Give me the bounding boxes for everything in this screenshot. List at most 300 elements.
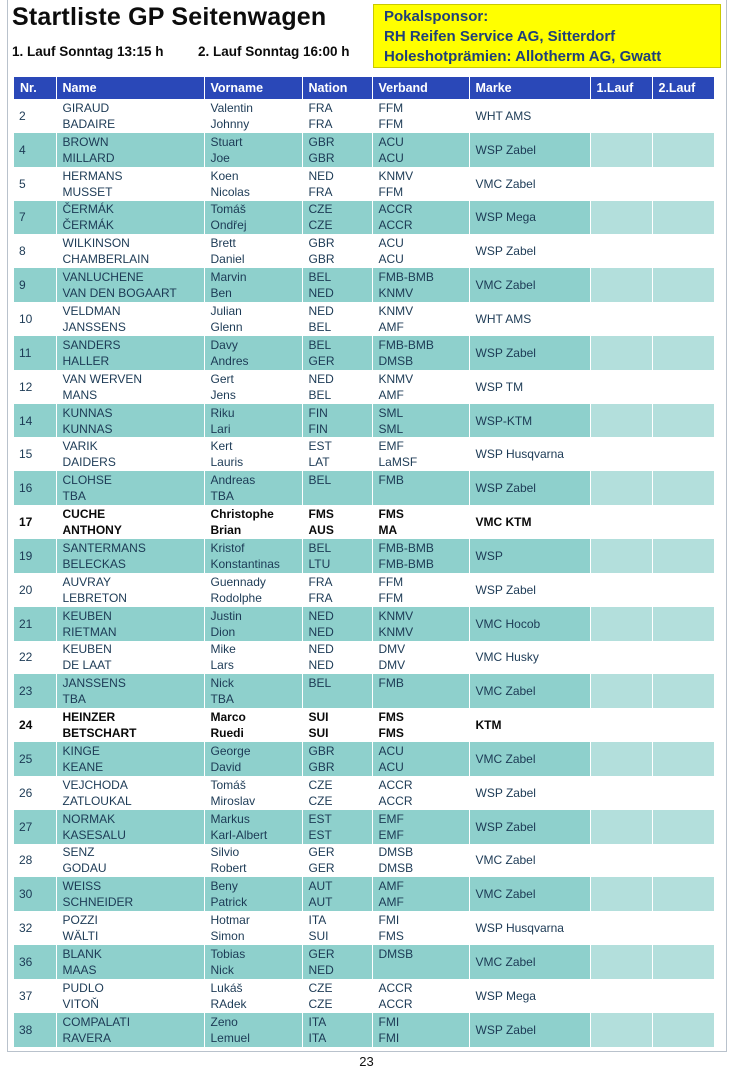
- nation-passenger: SUI: [308, 726, 329, 741]
- lauf1-result: [590, 573, 652, 607]
- verband-cell: [372, 573, 469, 607]
- marke: WHT AMS: [469, 99, 590, 133]
- verband-cell: [372, 167, 469, 201]
- nation-cell: [302, 370, 372, 404]
- verband-driver: ACU: [378, 236, 404, 251]
- verband-driver: FMS: [378, 507, 404, 522]
- lauf2-result: [652, 302, 714, 336]
- nation-driver: GBR: [308, 236, 335, 251]
- vorname-passenger: Patrick: [210, 895, 248, 910]
- verband-passenger: KNMV: [378, 624, 414, 639]
- marke: KTM: [469, 708, 590, 742]
- vorname-cell: [204, 234, 302, 268]
- lauf2-result: [652, 573, 714, 607]
- run2-time: 2. Lauf Sonntag 16:00 h: [198, 44, 350, 59]
- nation-driver: SUI: [308, 710, 329, 725]
- name-cell: [56, 234, 204, 268]
- marke: WSP Mega: [469, 979, 590, 1013]
- name-cell: [56, 1013, 204, 1047]
- name-passenger: HALLER: [62, 353, 110, 368]
- vorname-passenger: Miroslav: [210, 793, 256, 808]
- name-cell: [56, 810, 204, 844]
- nation-passenger: FIN: [308, 421, 328, 436]
- name-cell: [56, 674, 204, 708]
- verband-cell: [372, 302, 469, 336]
- nation-passenger: [309, 488, 366, 504]
- nation-passenger: BEL: [308, 387, 332, 402]
- nation-driver: GBR: [308, 134, 335, 149]
- marke: WSP Zabel: [469, 234, 590, 268]
- name-cell: [56, 607, 204, 641]
- verband-driver: DMSB: [378, 947, 414, 962]
- vorname-driver: Kert: [210, 439, 233, 454]
- vorname-driver: Julian: [210, 303, 242, 318]
- start-number: 12: [14, 370, 56, 404]
- verband-driver: DMV: [378, 642, 406, 657]
- marke: VMC KTM: [469, 505, 590, 539]
- start-number: 17: [14, 505, 56, 539]
- name-passenger: GODAU: [62, 861, 107, 876]
- table-row: [14, 945, 714, 979]
- lauf2-result: [652, 336, 714, 370]
- name-cell: [56, 336, 204, 370]
- nation-driver: GBR: [308, 743, 335, 758]
- vorname-driver: Koen: [210, 168, 239, 183]
- verband-cell: [372, 607, 469, 641]
- name-driver: KEUBEN: [62, 642, 112, 657]
- name-passenger: ČERMÁK: [62, 218, 114, 233]
- start-number: 22: [14, 641, 56, 675]
- name-cell: [56, 979, 204, 1013]
- start-number: 20: [14, 573, 56, 607]
- name-passenger: TBA: [62, 692, 86, 707]
- nation-passenger: CZE: [308, 793, 333, 808]
- table-row: [14, 844, 714, 878]
- vorname-passenger: TBA: [210, 489, 234, 504]
- table-header-row: [14, 77, 714, 99]
- start-number: 8: [14, 234, 56, 268]
- vorname-cell: [204, 302, 302, 336]
- start-number: 25: [14, 742, 56, 776]
- name-cell: [56, 573, 204, 607]
- vorname-passenger: Lari: [210, 421, 231, 436]
- vorname-cell: [204, 742, 302, 776]
- nation-driver: NED: [308, 608, 334, 623]
- name-driver: GIRAUD: [62, 100, 110, 115]
- nation-driver: EST: [308, 811, 332, 826]
- marke: VMC Zabel: [469, 742, 590, 776]
- verband-passenger: ACU: [378, 252, 404, 267]
- verband-cell: [372, 437, 469, 471]
- verband-driver: AMF: [378, 879, 404, 894]
- name-driver: VAN WERVEN: [62, 371, 143, 386]
- nation-cell: [302, 167, 372, 201]
- table-row: [14, 302, 714, 336]
- start-number: 4: [14, 133, 56, 167]
- verband-driver: SML: [378, 405, 404, 420]
- name-cell: [56, 945, 204, 979]
- verband-driver: FMB: [378, 473, 404, 488]
- verband-cell: [372, 404, 469, 438]
- nation-cell: [302, 776, 372, 810]
- vorname-passenger: Jens: [210, 387, 236, 402]
- vorname-driver: Stuart: [210, 134, 243, 149]
- nation-passenger: LAT: [308, 455, 330, 470]
- marke: VMC Zabel: [469, 674, 590, 708]
- run-times: [12, 44, 372, 59]
- verband-cell: [372, 370, 469, 404]
- vorname-cell: [204, 336, 302, 370]
- name-passenger: KUNNAS: [62, 421, 113, 436]
- name-passenger: DAIDERS: [62, 455, 116, 470]
- vorname-driver: Markus: [210, 811, 250, 826]
- verband-driver: EMF: [378, 811, 404, 826]
- verband-driver: EMF: [378, 439, 404, 454]
- verband-cell: [372, 234, 469, 268]
- start-number: 24: [14, 708, 56, 742]
- vorname-driver: Andreas: [210, 473, 256, 488]
- vorname-driver: Zeno: [210, 1014, 238, 1029]
- nation-driver: AUT: [308, 879, 333, 894]
- lauf1-result: [590, 505, 652, 539]
- lauf2-result: [652, 911, 714, 945]
- lauf2-result: [652, 471, 714, 505]
- nation-passenger: NED: [308, 624, 334, 639]
- nation-cell: [302, 844, 372, 878]
- verband-passenger: [379, 488, 463, 504]
- verband-passenger: FMS: [378, 726, 404, 741]
- nation-cell: [302, 437, 372, 471]
- start-number: 27: [14, 810, 56, 844]
- verband-driver: FFM: [378, 100, 404, 115]
- marke: WSP Zabel: [469, 573, 590, 607]
- vorname-cell: [204, 99, 302, 133]
- vorname-passenger: Nick: [210, 963, 234, 978]
- nation-cell: [302, 133, 372, 167]
- marke: WSP Zabel: [469, 776, 590, 810]
- nation-cell: [302, 268, 372, 302]
- verband-passenger: FFM: [378, 590, 404, 605]
- vorname-cell: [204, 370, 302, 404]
- nation-passenger: SUI: [308, 929, 329, 944]
- name-driver: WILKINSON: [62, 236, 130, 251]
- nation-cell: [302, 471, 372, 505]
- name-cell: [56, 539, 204, 573]
- lauf2-result: [652, 945, 714, 979]
- verband-passenger: FMI: [378, 1030, 400, 1045]
- table-row: [14, 1013, 714, 1047]
- vorname-driver: Christophe: [210, 507, 274, 522]
- marke: WSP Zabel: [469, 336, 590, 370]
- name-passenger: RAVERA: [62, 1030, 111, 1045]
- verband-cell: [372, 877, 469, 911]
- name-driver: VEJCHODA: [62, 777, 128, 792]
- verband-passenger: AMF: [378, 895, 404, 910]
- nation-passenger: NED: [308, 963, 334, 978]
- lauf1-result: [590, 607, 652, 641]
- lauf1-result: [590, 708, 652, 742]
- vorname-passenger: Joe: [210, 150, 230, 165]
- vorname-driver: Lukáš: [210, 980, 243, 995]
- table-row: [14, 201, 714, 235]
- verband-cell: [372, 979, 469, 1013]
- vorname-cell: [204, 167, 302, 201]
- nation-cell: [302, 674, 372, 708]
- page-number: 23: [359, 1054, 374, 1069]
- vorname-cell: [204, 810, 302, 844]
- lauf2-result: [652, 607, 714, 641]
- lauf2-result: [652, 877, 714, 911]
- vorname-driver: Gert: [210, 371, 234, 386]
- name-passenger: LEBRETON: [62, 590, 127, 605]
- lauf2-result: [652, 742, 714, 776]
- table-row: [14, 336, 714, 370]
- verband-cell: [372, 674, 469, 708]
- vorname-passenger: Rodolphe: [210, 590, 262, 605]
- verband-passenger: AMF: [378, 387, 404, 402]
- name-driver: BROWN: [62, 134, 109, 149]
- table-row: [14, 370, 714, 404]
- name-driver: VANLUCHENE: [62, 270, 144, 285]
- lauf1-result: [590, 674, 652, 708]
- lauf2-result: [652, 404, 714, 438]
- nation-cell: [302, 201, 372, 235]
- vorname-cell: [204, 133, 302, 167]
- lauf1-result: [590, 877, 652, 911]
- name-cell: [56, 641, 204, 675]
- name-driver: VARIK: [62, 439, 98, 454]
- start-number: 7: [14, 201, 56, 235]
- name-passenger: TBA: [62, 489, 86, 504]
- nation-passenger: EST: [308, 827, 332, 842]
- name-driver: SANTERMANS: [62, 540, 146, 555]
- start-number: 5: [14, 167, 56, 201]
- name-passenger: MILLARD: [62, 150, 115, 165]
- name-driver: POZZI: [62, 913, 98, 928]
- vorname-driver: Marco: [210, 710, 246, 725]
- lauf2-result: [652, 674, 714, 708]
- sponsor-box: [373, 4, 721, 68]
- nation-driver: NED: [308, 303, 334, 318]
- table-body: [14, 99, 714, 1047]
- vorname-driver: Valentin: [210, 100, 253, 115]
- verband-driver: ACCR: [378, 980, 413, 995]
- verband-passenger: DMSB: [378, 353, 414, 368]
- vorname-passenger: Karl-Albert: [210, 827, 268, 842]
- name-cell: [56, 99, 204, 133]
- lauf1-result: [590, 133, 652, 167]
- start-number: 11: [14, 336, 56, 370]
- lauf2-result: [652, 708, 714, 742]
- name-passenger: WÄLTI: [62, 929, 99, 944]
- nation-cell: [302, 742, 372, 776]
- vorname-cell: [204, 877, 302, 911]
- verband-driver: DMSB: [378, 845, 414, 860]
- sponsor-main: RH Reifen Service AG, Sitterdorf: [384, 28, 616, 45]
- verband-driver: FMB-BMB: [378, 337, 434, 352]
- vorname-passenger: Ruedi: [210, 726, 244, 741]
- vorname-driver: Tomáš: [210, 202, 246, 217]
- start-number: 9: [14, 268, 56, 302]
- nation-cell: [302, 573, 372, 607]
- marke: WSP Zabel: [469, 133, 590, 167]
- table-row: [14, 776, 714, 810]
- table-row: [14, 708, 714, 742]
- name-cell: [56, 776, 204, 810]
- name-driver: JANSSENS: [62, 676, 126, 691]
- vorname-passenger: Robert: [210, 861, 247, 876]
- name-cell: [56, 133, 204, 167]
- nation-driver: CZE: [308, 777, 333, 792]
- col-header-nation: Nation: [302, 77, 372, 99]
- lauf1-result: [590, 641, 652, 675]
- name-driver: VELDMAN: [62, 303, 121, 318]
- name-passenger: CHAMBERLAIN: [62, 252, 150, 267]
- nation-driver: FIN: [308, 405, 328, 420]
- name-driver: KINGE: [62, 743, 100, 758]
- verband-cell: [372, 1013, 469, 1047]
- name-passenger: DE LAAT: [62, 658, 112, 673]
- vorname-passenger: Ben: [210, 286, 232, 301]
- vorname-passenger: Andres: [210, 353, 249, 368]
- vorname-driver: Riku: [210, 405, 235, 420]
- lauf2-result: [652, 1013, 714, 1047]
- table-row: [14, 877, 714, 911]
- vorname-cell: [204, 268, 302, 302]
- nation-driver: NED: [308, 642, 334, 657]
- lauf1-result: [590, 979, 652, 1013]
- start-number: 26: [14, 776, 56, 810]
- vorname-passenger: David: [210, 759, 242, 774]
- nation-cell: [302, 641, 372, 675]
- verband-driver: FMI: [378, 1014, 400, 1029]
- vorname-cell: [204, 1013, 302, 1047]
- lauf1-result: [590, 234, 652, 268]
- start-number: 36: [14, 945, 56, 979]
- nation-cell: [302, 1013, 372, 1047]
- verband-driver: ACU: [378, 134, 404, 149]
- nation-cell: [302, 708, 372, 742]
- col-header-name: Name: [56, 77, 204, 99]
- verband-passenger: FMS: [378, 929, 404, 944]
- lauf1-result: [590, 437, 652, 471]
- nation-driver: CZE: [308, 202, 333, 217]
- name-driver: HERMANS: [62, 168, 123, 183]
- lauf1-result: [590, 336, 652, 370]
- name-passenger: RIETMAN: [62, 624, 117, 639]
- vorname-driver: Marvin: [210, 270, 247, 285]
- table-row: [14, 133, 714, 167]
- vorname-passenger: Brian: [210, 523, 242, 538]
- lauf1-result: [590, 945, 652, 979]
- nation-passenger: GBR: [308, 150, 335, 165]
- nation-cell: [302, 945, 372, 979]
- verband-cell: [372, 708, 469, 742]
- page-title: Startliste GP Seitenwagen: [12, 3, 327, 31]
- nation-passenger: GBR: [308, 252, 335, 267]
- verband-passenger: DMSB: [378, 861, 414, 876]
- verband-cell: [372, 99, 469, 133]
- verband-driver: FFM: [378, 574, 404, 589]
- run1-time: 1. Lauf Sonntag 13:15 h: [12, 44, 164, 59]
- verband-passenger: ACCR: [378, 793, 413, 808]
- nation-cell: [302, 99, 372, 133]
- nation-passenger: NED: [308, 658, 334, 673]
- nation-driver: ITA: [308, 1014, 327, 1029]
- start-number: 28: [14, 844, 56, 878]
- nation-passenger: GBR: [308, 759, 335, 774]
- table-row: [14, 742, 714, 776]
- name-passenger: VITOŇ: [62, 996, 99, 1011]
- vorname-driver: Hotmar: [210, 913, 250, 928]
- nation-cell: [302, 877, 372, 911]
- nation-driver: EST: [308, 439, 332, 454]
- verband-cell: [372, 505, 469, 539]
- verband-cell: [372, 268, 469, 302]
- start-number: 2: [14, 99, 56, 133]
- verband-cell: [372, 336, 469, 370]
- marke: VMC Zabel: [469, 167, 590, 201]
- table-row: [14, 167, 714, 201]
- name-passenger: BETSCHART: [62, 726, 137, 741]
- verband-passenger: LaMSF: [378, 455, 418, 470]
- lauf2-result: [652, 234, 714, 268]
- nation-cell: [302, 404, 372, 438]
- name-cell: [56, 708, 204, 742]
- table-row: [14, 234, 714, 268]
- lauf1-result: [590, 201, 652, 235]
- verband-passenger: [379, 962, 463, 978]
- name-cell: [56, 742, 204, 776]
- name-driver: NORMAK: [62, 811, 116, 826]
- start-number: 38: [14, 1013, 56, 1047]
- vorname-passenger: RAdek: [210, 996, 247, 1011]
- marke: WSP TM: [469, 370, 590, 404]
- nation-cell: [302, 810, 372, 844]
- name-driver: KEUBEN: [62, 608, 112, 623]
- nation-driver: BEL: [308, 540, 332, 555]
- name-passenger: MANS: [62, 387, 98, 402]
- marke: WSP Husqvarna: [469, 437, 590, 471]
- name-cell: [56, 201, 204, 235]
- name-cell: [56, 844, 204, 878]
- verband-passenger: FFM: [378, 116, 404, 131]
- table-row: [14, 437, 714, 471]
- nation-passenger: AUT: [308, 895, 333, 910]
- start-number: 21: [14, 607, 56, 641]
- name-passenger: ANTHONY: [62, 523, 122, 538]
- vorname-cell: [204, 539, 302, 573]
- name-cell: [56, 370, 204, 404]
- name-driver: AUVRAY: [62, 574, 111, 589]
- nation-driver: FRA: [308, 100, 333, 115]
- vorname-driver: Beny: [210, 879, 238, 894]
- lauf1-result: [590, 471, 652, 505]
- verband-cell: [372, 844, 469, 878]
- vorname-driver: Guennady: [210, 574, 266, 589]
- vorname-passenger: Konstantinas: [210, 556, 280, 571]
- nation-cell: [302, 607, 372, 641]
- nation-driver: BEL: [308, 676, 332, 691]
- nation-driver: BEL: [308, 270, 332, 285]
- lauf1-result: [590, 844, 652, 878]
- nation-driver: NED: [308, 168, 334, 183]
- vorname-driver: Nick: [210, 676, 234, 691]
- name-passenger: MAAS: [62, 963, 97, 978]
- start-number: 23: [14, 674, 56, 708]
- lauf1-result: [590, 99, 652, 133]
- nation-cell: [302, 539, 372, 573]
